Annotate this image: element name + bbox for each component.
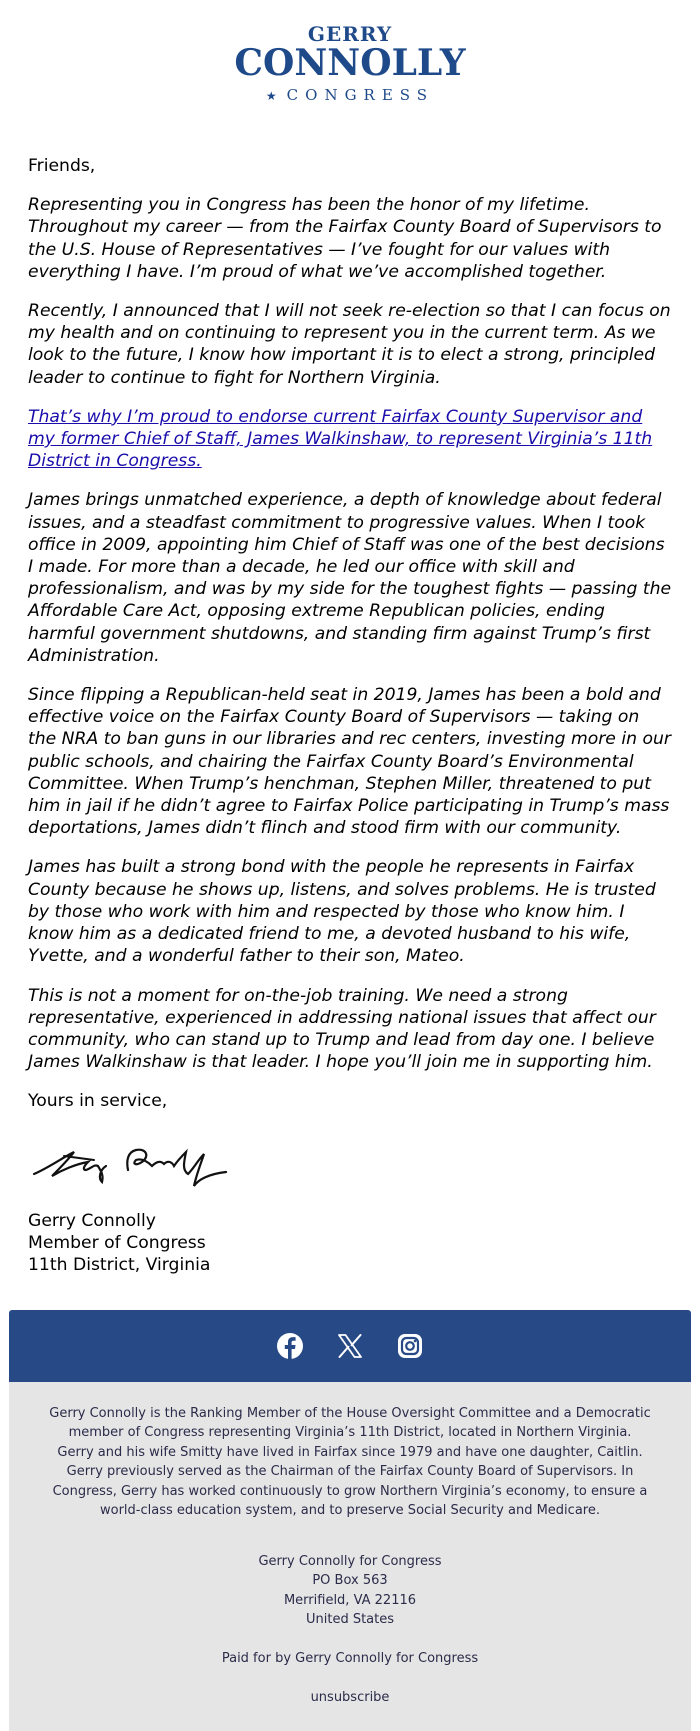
handwritten-signature: [28, 1130, 672, 1202]
signer-name: Gerry Connolly: [28, 1210, 156, 1231]
logo-first-name: GERRY: [307, 22, 393, 46]
logo-subtitle: [0, 86, 700, 104]
mailing-address: [49, 1552, 651, 1630]
letter-paragraph: Recently, I announced that I will not seek re-election so that I can focus on my health and on continuing to represent you in the current term. As we look to the future, I know how important it is to elect a strong, principled leader to continue to fight for Northern Virginia.: [28, 301, 671, 388]
footer-bio: Gerry Connolly is the Ranking Member of the House Oversight Committee and a Democratic member of Congress representing Virginia’s 11th District, located in Northern Virginia. Gerry and his wife Smitty have lived in Fairfax since 1979 and have one daughter, Caitlin. Gerry previously served as the Chairman of the Fairfax County Board of Supervisors. In Congress, Gerry has worked continuously to grow Northern Virginia’s economy, to ensure a world-class education system, and to preserve Social Security and Medicare.: [49, 1405, 651, 1519]
unsubscribe-link[interactable]: unsubscribe: [310, 1690, 390, 1706]
star-icon: ★: [265, 89, 277, 103]
campaign-logo: [0, 0, 700, 110]
paid-for-disclaimer: Paid for by Gerry Connolly for Congress: [221, 1650, 479, 1666]
letter-paragraph: James has built a strong bond with the people he represents in Fairfax County because he shows up, listens, and solves problems. He is trusted by those who work with him and respected by those who know him. I know him as a dedicated friend to me, a devoted husband to his wife, Yvette, and a wonderful father to their son, Mateo.: [28, 857, 656, 967]
address-line: Gerry Connolly for Congress: [258, 1553, 442, 1569]
logo-last-name: CONNOLLY: [234, 42, 466, 84]
address-line: United States: [305, 1612, 395, 1628]
letter-paragraph: Representing you in Congress has been the honor of my lifetime. Throughout my career — from the Fairfax County Board of Supervisors to the U.S. House of Representatives — I’ve fought for our values with everything I have. I’m proud of what we’ve accomplished together.: [28, 195, 662, 282]
social-bar: [9, 1310, 691, 1382]
logo-subtitle-text: CONGRESS: [286, 86, 435, 104]
signer-district: 11th District, Virginia: [28, 1254, 211, 1275]
signoff-block: [28, 1210, 672, 1276]
endorsement-link[interactable]: That’s why I’m proud to endorse current Fairfax County Supervisor and my former Chief of Staff, James Walkinshaw, to represent Virginia’s 11th District in Congress.: [28, 406, 653, 472]
address-line: Merrifield, VA 22116: [283, 1592, 417, 1608]
closing: Yours in service,: [28, 1091, 168, 1112]
facebook-icon[interactable]: [276, 1332, 304, 1360]
signature-image: [28, 1130, 228, 1194]
endorsement-paragraph: [28, 406, 672, 473]
letter-paragraph: James brings unmatched experience, a depth of knowledge about federal issues, and a steadfast commitment to progressive values. When I took office in 2009, appointing him Chief of Staff was one of the best decisions I made. For more than a decade, he led our office with skill and professionalism, and was by my side for the toughest fights — passing the Affordable Care Act, opposing extreme Republican policies, ending harmful government shutdowns, and standing firm against Trump’s first Administration.: [28, 490, 672, 666]
footer: [9, 1382, 691, 1731]
signer-title: Member of Congress: [28, 1232, 206, 1253]
letter-body: [0, 110, 700, 1276]
letter-paragraph: This is not a moment for on-the-job training. We need a strong representative, experienced in addressing national issues that affect our community, who can stand up to Trump and lead from day one. I believe James Walkinshaw is that leader. I hope you’ll join me in supporting him.: [28, 985, 656, 1073]
x-icon[interactable]: [336, 1332, 364, 1360]
greeting: Friends,: [28, 156, 96, 176]
instagram-icon[interactable]: [396, 1332, 424, 1360]
letter-paragraph: Since flipping a Republican-held seat in 2019, James has been a bold and effective voice on the Fairfax County Board of Supervisors — taking on the NRA to ban guns in our libraries and rec centers, investing more in our public schools, and chairing the Fairfax County Board’s Environmental Committee. When Trump’s henchman, Stephen Miller, threatened to put him in jail if he didn’t agree to Fairfax Police participating in Trump’s mass deportations, James didn’t flinch and stood firm with our community.: [28, 685, 671, 839]
address-line: PO Box 563: [312, 1573, 388, 1589]
